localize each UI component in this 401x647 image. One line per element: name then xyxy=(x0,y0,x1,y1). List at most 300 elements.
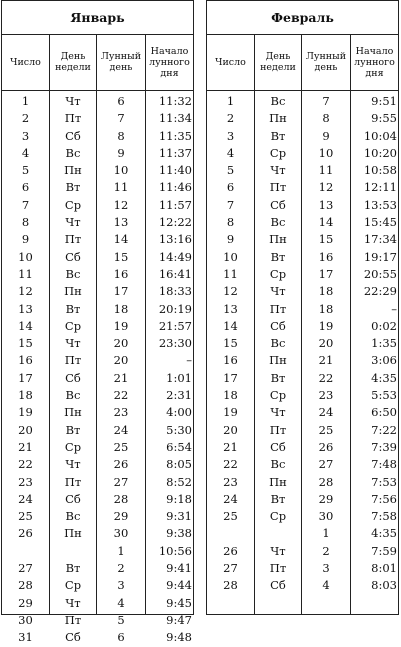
cell-weekday: Пт xyxy=(269,180,287,195)
cell-date: 10 xyxy=(18,249,33,264)
cell-lunar-day: 12 xyxy=(113,197,129,212)
table-row xyxy=(207,266,398,283)
cell-date: 25 xyxy=(223,509,238,524)
cell-date: 19 xyxy=(18,405,33,420)
table-row xyxy=(207,145,398,162)
table-row xyxy=(207,335,398,352)
table-row xyxy=(207,422,398,439)
cell-date: 1 xyxy=(21,94,30,108)
cell-lunar-day-start: 3:06 xyxy=(371,353,397,368)
cell-lunar-day-start: 7:58 xyxy=(371,509,397,524)
table-row xyxy=(2,283,193,300)
cell-lunar-day-start: 9:45 xyxy=(166,595,192,610)
cell-date: 6 xyxy=(21,180,30,195)
table-row xyxy=(2,456,193,473)
table-row xyxy=(2,231,193,248)
cell-weekday: Чт xyxy=(65,94,81,108)
cell-lunar-day-start: 11:57 xyxy=(158,197,192,212)
cell-lunar-day-start: 0:02 xyxy=(371,318,397,333)
january-title: Январь xyxy=(2,1,193,35)
cell-lunar-day: 6 xyxy=(117,630,125,645)
cell-lunar-day: 18 xyxy=(318,301,334,316)
cell-lunar-day-start: 9:38 xyxy=(166,526,192,541)
cell-lunar-day: 4 xyxy=(117,595,125,610)
cell-lunar-day: 17 xyxy=(318,266,334,281)
cell-lunar-day: 3 xyxy=(322,561,330,576)
cell-lunar-day-start: 22:29 xyxy=(363,284,397,299)
cell-weekday: Пт xyxy=(269,301,287,316)
cell-lunar-day: 20 xyxy=(318,336,334,351)
header-date: Число xyxy=(10,56,41,68)
cell-date: 1 xyxy=(226,94,235,108)
cell-weekday: Пн xyxy=(64,284,82,299)
table-row xyxy=(2,214,193,231)
cell-lunar-day: 23 xyxy=(113,405,129,420)
cell-date: 13 xyxy=(223,301,238,316)
cell-date: 19 xyxy=(223,405,238,420)
table-row xyxy=(207,162,398,179)
table-row xyxy=(2,266,193,283)
cell-weekday: Сб xyxy=(270,318,286,333)
cell-lunar-day-start: 14:49 xyxy=(158,249,192,264)
cell-lunar-day: 30 xyxy=(113,526,129,541)
table-row xyxy=(207,577,398,594)
cell-date: 12 xyxy=(223,284,238,299)
february-title: Февраль xyxy=(207,1,398,35)
cell-lunar-day: 25 xyxy=(318,422,334,437)
february-header-row xyxy=(207,34,398,91)
cell-lunar-day-start: 13:16 xyxy=(158,232,192,247)
table-row xyxy=(2,525,193,542)
cell-lunar-day: 21 xyxy=(113,370,129,385)
cell-lunar-day-start: 9:31 xyxy=(166,509,192,524)
cell-weekday: Сб xyxy=(65,630,81,645)
cell-weekday: Вт xyxy=(65,180,81,195)
cell-date: 17 xyxy=(18,370,33,385)
cell-date: 11 xyxy=(223,266,238,281)
cell-weekday: Вт xyxy=(65,422,81,437)
cell-weekday: Вс xyxy=(270,215,286,230)
table-row xyxy=(207,370,398,387)
cell-weekday: Чт xyxy=(270,543,286,558)
cell-weekday: Вс xyxy=(65,388,81,403)
table-row xyxy=(2,612,193,629)
table-row xyxy=(207,508,398,525)
table-row xyxy=(207,128,398,145)
table-row xyxy=(2,508,193,525)
cell-weekday: Сб xyxy=(270,197,286,212)
cell-lunar-day-start: 7:48 xyxy=(371,457,397,472)
cell-lunar-day-start: 4:35 xyxy=(371,526,397,541)
cell-lunar-day: 5 xyxy=(117,612,125,627)
cell-date: 8 xyxy=(21,215,30,230)
cell-lunar-day: 20 xyxy=(113,336,129,351)
table-row xyxy=(2,422,193,439)
cell-lunar-day: 16 xyxy=(113,266,129,281)
cell-weekday: Ср xyxy=(64,578,82,593)
cell-date: 13 xyxy=(18,301,33,316)
cell-lunar-day: 8 xyxy=(117,128,125,143)
table-row xyxy=(207,110,398,127)
cell-lunar-day-start: 9:47 xyxy=(166,612,192,627)
cell-date: 23 xyxy=(223,474,238,489)
cell-lunar-day: 14 xyxy=(318,215,334,230)
header-date: Число xyxy=(215,56,246,68)
table-row xyxy=(207,318,398,335)
cell-date: 24 xyxy=(18,491,33,506)
cell-date: 2 xyxy=(21,111,30,126)
cell-weekday: Вс xyxy=(270,94,286,108)
cell-lunar-day: 28 xyxy=(113,491,129,506)
header-lunar-day: Лунный день xyxy=(305,51,347,73)
cell-weekday: Вс xyxy=(270,457,286,472)
cell-date: 16 xyxy=(18,353,33,368)
february-rows xyxy=(207,93,398,595)
cell-weekday: Вт xyxy=(270,370,286,385)
cell-lunar-day-start: 20:19 xyxy=(158,301,192,316)
header-weekday: День недели xyxy=(55,51,91,73)
cell-lunar-day: 18 xyxy=(318,284,334,299)
cell-date: 12 xyxy=(18,284,33,299)
table-row xyxy=(207,560,398,577)
cell-lunar-day: 13 xyxy=(113,215,129,230)
cell-lunar-day: 7 xyxy=(117,111,125,126)
cell-lunar-day: 28 xyxy=(318,474,334,489)
cell-lunar-day-start: 9:44 xyxy=(166,578,192,593)
cell-lunar-day-start: 5:30 xyxy=(166,422,192,437)
cell-weekday: Ср xyxy=(269,266,287,281)
cell-date: 29 xyxy=(18,595,33,610)
cell-weekday: Ср xyxy=(64,439,82,454)
cell-weekday: Пн xyxy=(64,526,82,541)
cell-date: 3 xyxy=(21,128,30,143)
cell-date: 4 xyxy=(21,145,30,160)
cell-date: 7 xyxy=(226,197,235,212)
cell-weekday: Чт xyxy=(65,215,81,230)
cell-date: 18 xyxy=(223,388,238,403)
cell-lunar-day-start: 5:53 xyxy=(371,388,397,403)
cell-lunar-day: 15 xyxy=(113,249,129,264)
cell-lunar-day: 22 xyxy=(318,370,334,385)
cell-date: 24 xyxy=(223,491,238,506)
table-row xyxy=(2,352,193,369)
table-row xyxy=(207,404,398,421)
table-row xyxy=(207,456,398,473)
cell-lunar-day: 27 xyxy=(113,474,129,489)
cell-weekday: Сб xyxy=(270,578,286,593)
cell-weekday: Вс xyxy=(65,145,81,160)
cell-lunar-day: 10 xyxy=(113,163,129,178)
header-lunar-day-start: Начало лунного дня xyxy=(149,45,190,79)
cell-date: 20 xyxy=(223,422,238,437)
table-row xyxy=(2,474,193,491)
cell-lunar-day-start: 1:01 xyxy=(166,370,192,385)
cell-date: 10 xyxy=(223,249,238,264)
cell-lunar-day: 2 xyxy=(322,543,330,558)
cell-weekday: Ср xyxy=(269,145,287,160)
cell-weekday: Вс xyxy=(65,266,81,281)
cell-lunar-day: 3 xyxy=(117,578,125,593)
table-row xyxy=(2,128,193,145)
cell-date: 6 xyxy=(226,180,235,195)
cell-lunar-day-start: 11:32 xyxy=(158,94,192,108)
cell-weekday: Вс xyxy=(270,336,286,351)
table-row xyxy=(2,404,193,421)
table-row xyxy=(2,197,193,214)
cell-lunar-day: 16 xyxy=(318,249,334,264)
cell-date: 15 xyxy=(18,336,33,351)
table-row xyxy=(2,629,193,646)
cell-weekday: Чт xyxy=(65,595,81,610)
cell-lunar-day: 30 xyxy=(318,509,334,524)
cell-weekday: Пт xyxy=(269,422,287,437)
header-lunar-day-start: Начало лунного дня xyxy=(354,45,395,79)
cell-lunar-day: 14 xyxy=(113,232,129,247)
cell-lunar-day: 2 xyxy=(117,561,125,576)
cell-lunar-day: 22 xyxy=(113,388,129,403)
cell-weekday: Вт xyxy=(270,128,286,143)
cell-weekday: Пт xyxy=(64,612,82,627)
cell-lunar-day-start: 17:34 xyxy=(363,232,397,247)
cell-lunar-day-start: 8:01 xyxy=(371,561,397,576)
cell-lunar-day: 10 xyxy=(318,145,334,160)
cell-lunar-day-start: 18:33 xyxy=(158,284,192,299)
cell-lunar-day-start: 9:55 xyxy=(371,111,397,126)
cell-lunar-day-start: 20:55 xyxy=(363,266,397,281)
cell-lunar-day-start: 10:20 xyxy=(363,145,397,160)
cell-lunar-day-start: 23:30 xyxy=(158,336,192,351)
cell-lunar-day-start: 2:31 xyxy=(166,388,192,403)
table-row xyxy=(207,491,398,508)
table-row xyxy=(2,491,193,508)
table-row xyxy=(207,249,398,266)
cell-lunar-day: 17 xyxy=(113,284,129,299)
cell-weekday: Вт xyxy=(65,301,81,316)
cell-weekday: Пн xyxy=(64,163,82,178)
table-row xyxy=(207,543,398,560)
cell-lunar-day: 25 xyxy=(113,439,129,454)
cell-date: 20 xyxy=(18,422,33,437)
cell-lunar-day-start: 1:35 xyxy=(371,336,397,351)
cell-weekday: Сб xyxy=(65,128,81,143)
cell-date: 16 xyxy=(223,353,238,368)
cell-lunar-day-start: 6:50 xyxy=(371,405,397,420)
cell-lunar-day: 24 xyxy=(113,422,129,437)
table-row xyxy=(2,370,193,387)
cell-weekday: Пт xyxy=(269,561,287,576)
table-row xyxy=(207,352,398,369)
table-row xyxy=(2,110,193,127)
cell-date: 21 xyxy=(18,439,33,454)
cell-date: 18 xyxy=(18,388,33,403)
cell-lunar-day-start: 9:48 xyxy=(166,630,192,645)
cell-lunar-day: 9 xyxy=(117,145,125,160)
cell-lunar-day: 18 xyxy=(113,301,129,316)
cell-lunar-day: 7 xyxy=(322,94,330,108)
cell-weekday: Ср xyxy=(269,388,287,403)
january-rows xyxy=(2,93,193,647)
table-row xyxy=(207,525,398,542)
cell-weekday: Чт xyxy=(65,336,81,351)
table-row xyxy=(207,179,398,196)
cell-date: 15 xyxy=(223,336,238,351)
cell-lunar-day: 26 xyxy=(113,457,129,472)
cell-weekday: Чт xyxy=(65,457,81,472)
cell-date: 14 xyxy=(223,318,238,333)
cell-lunar-day-start: 19:17 xyxy=(363,249,397,264)
cell-lunar-day-start: 6:54 xyxy=(166,439,192,454)
cell-lunar-day-start: 11:46 xyxy=(158,180,192,195)
table-row xyxy=(2,560,193,577)
table-row xyxy=(2,93,193,110)
cell-weekday: Пт xyxy=(64,111,82,126)
cell-date: 21 xyxy=(223,439,238,454)
cell-lunar-day-start: 7:22 xyxy=(371,422,397,437)
cell-lunar-day-start: 21:57 xyxy=(158,318,192,333)
table-row xyxy=(2,387,193,404)
cell-date: 5 xyxy=(21,163,30,178)
cell-date: 11 xyxy=(18,266,33,281)
cell-weekday: Чт xyxy=(270,405,286,420)
table-row xyxy=(207,439,398,456)
cell-lunar-day: 11 xyxy=(113,180,129,195)
cell-weekday: Ср xyxy=(269,509,287,524)
header-lunar-day: Лунный день xyxy=(100,51,142,73)
cell-lunar-day: 26 xyxy=(318,439,334,454)
cell-lunar-day-start: 7:53 xyxy=(371,474,397,489)
cell-date: 26 xyxy=(223,543,238,558)
cell-lunar-day-start: 10:58 xyxy=(363,163,397,178)
table-row xyxy=(2,145,193,162)
cell-lunar-day: 6 xyxy=(117,94,125,108)
table-row xyxy=(2,595,193,612)
cell-lunar-day: 24 xyxy=(318,405,334,420)
cell-lunar-day-start: 11:40 xyxy=(158,163,192,178)
cell-lunar-day-start: 7:59 xyxy=(371,543,397,558)
cell-weekday: Ср xyxy=(64,318,82,333)
cell-weekday: Сб xyxy=(65,249,81,264)
table-row xyxy=(2,439,193,456)
cell-weekday: Сб xyxy=(65,370,81,385)
cell-lunar-day-start: 11:35 xyxy=(158,128,192,143)
january-header-row xyxy=(2,34,193,91)
table-row xyxy=(2,577,193,594)
cell-date: 22 xyxy=(223,457,238,472)
cell-date: 31 xyxy=(18,630,33,645)
cell-date: 8 xyxy=(226,215,235,230)
cell-lunar-day: 1 xyxy=(322,526,330,541)
cell-date: 4 xyxy=(226,145,235,160)
table-row xyxy=(2,249,193,266)
cell-date: 30 xyxy=(18,612,33,627)
cell-lunar-day: 8 xyxy=(322,111,330,126)
cell-lunar-day-start: 15:45 xyxy=(363,215,397,230)
cell-lunar-day-start: – xyxy=(391,301,397,316)
cell-date: 27 xyxy=(18,561,33,576)
january-table xyxy=(1,0,194,645)
table-row xyxy=(2,179,193,196)
cell-weekday: Пн xyxy=(269,353,287,368)
cell-weekday: Вт xyxy=(65,561,81,576)
cell-lunar-day-start: 8:05 xyxy=(166,457,192,472)
cell-date: 14 xyxy=(18,318,33,333)
cell-date: 2 xyxy=(226,111,235,126)
cell-date: 25 xyxy=(18,509,33,524)
cell-lunar-day-start: 8:52 xyxy=(166,474,192,489)
cell-weekday: Сб xyxy=(270,439,286,454)
table-row xyxy=(2,301,193,318)
cell-weekday: Пн xyxy=(64,405,82,420)
cell-lunar-day-start: 7:39 xyxy=(371,439,397,454)
cell-weekday: Чт xyxy=(270,284,286,299)
header-weekday: День недели xyxy=(260,51,296,73)
cell-lunar-day-start: 9:41 xyxy=(166,561,192,576)
cell-weekday: Пт xyxy=(64,353,82,368)
cell-lunar-day-start: 10:04 xyxy=(363,128,397,143)
cell-lunar-day: 27 xyxy=(318,457,334,472)
table-row xyxy=(207,93,398,110)
table-row xyxy=(207,283,398,300)
cell-lunar-day: 29 xyxy=(113,509,129,524)
cell-lunar-day: 29 xyxy=(318,491,334,506)
cell-weekday: Вт xyxy=(270,491,286,506)
table-row xyxy=(2,335,193,352)
cell-date: 26 xyxy=(18,526,33,541)
cell-lunar-day: 9 xyxy=(322,128,330,143)
cell-lunar-day-start: – xyxy=(186,353,192,368)
cell-lunar-day: 15 xyxy=(318,232,334,247)
cell-lunar-day-start: 4:35 xyxy=(371,370,397,385)
table-row xyxy=(2,318,193,335)
cell-lunar-day: 23 xyxy=(318,388,334,403)
table-row xyxy=(207,387,398,404)
cell-weekday: Пн xyxy=(269,232,287,247)
cell-date: 9 xyxy=(226,232,235,247)
table-row xyxy=(2,162,193,179)
cell-date: 7 xyxy=(21,197,30,212)
cell-weekday: Чт xyxy=(270,163,286,178)
cell-weekday: Сб xyxy=(65,491,81,506)
cell-date: 28 xyxy=(18,578,33,593)
cell-lunar-day: 19 xyxy=(318,318,334,333)
cell-date: 27 xyxy=(223,561,238,576)
cell-date: 9 xyxy=(21,232,30,247)
cell-lunar-day-start: 13:53 xyxy=(363,197,397,212)
table-row xyxy=(2,543,193,560)
cell-date: 28 xyxy=(223,578,238,593)
cell-weekday: Вс xyxy=(65,509,81,524)
cell-date: 23 xyxy=(18,474,33,489)
cell-lunar-day-start: 10:56 xyxy=(158,543,192,558)
cell-lunar-day-start: 8:03 xyxy=(371,578,397,593)
cell-lunar-day: 21 xyxy=(318,353,334,368)
table-row xyxy=(207,214,398,231)
cell-lunar-day: 13 xyxy=(318,197,334,212)
cell-lunar-day-start: 12:11 xyxy=(363,180,397,195)
cell-lunar-day-start: 16:41 xyxy=(158,266,192,281)
cell-lunar-day-start: 4:00 xyxy=(166,405,192,420)
cell-weekday: Пт xyxy=(64,474,82,489)
cell-date: 3 xyxy=(226,128,235,143)
table-row xyxy=(207,474,398,491)
cell-weekday: Вт xyxy=(270,249,286,264)
table-row xyxy=(207,301,398,318)
cell-lunar-day-start: 12:22 xyxy=(158,215,192,230)
cell-lunar-day: 4 xyxy=(322,578,330,593)
cell-date: 22 xyxy=(18,457,33,472)
cell-weekday: Пн xyxy=(269,111,287,126)
cell-lunar-day: 12 xyxy=(318,180,334,195)
